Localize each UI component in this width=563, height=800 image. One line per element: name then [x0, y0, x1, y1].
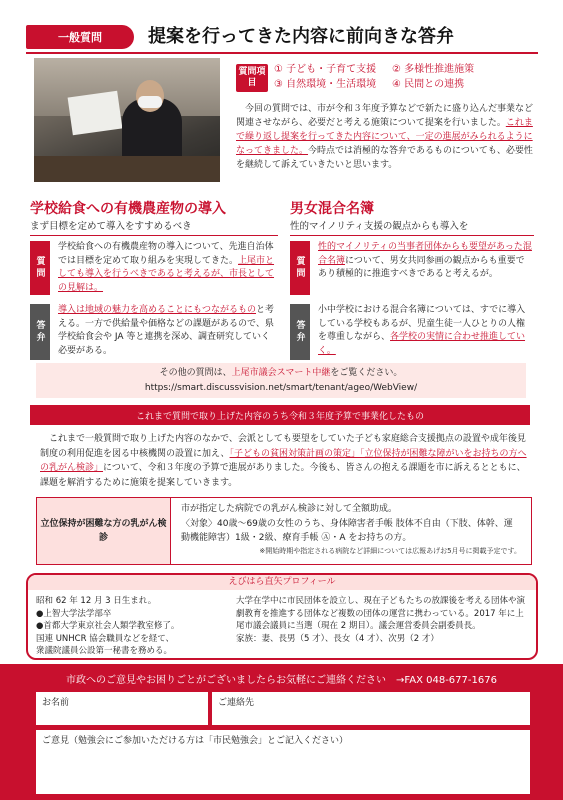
question-item: ② 多様性推進施策 — [392, 64, 475, 75]
section-mixed-roster — [290, 198, 534, 360]
budget-band: これまで質問で取り上げた内容のうち令和３年度予算で事業化したもの — [30, 405, 530, 425]
smart-stream-link-text[interactable]: 上尾市議会スマート中継 — [231, 368, 331, 378]
budget-highlight: 「子どもの貧困対策計画の策定」「立位保持が困難な障がいをお持ちの方への乳がん検診」 — [40, 448, 527, 473]
contact-field[interactable]: ご連絡先 — [212, 692, 530, 725]
table-body: 市が指定した病院での乳がん検診に対して全額助成。 〈対象〉40歳～69歳の女性のうち、身体障害者手帳 肢体不自由（下肢、体幹、運動機能障害）1級・2級、療育手帳 Ⓐ・A をお持ちの方。 ※開始時期や指定される病院など詳細については広報あげお5月号に掲載予定です。 — [181, 504, 521, 555]
smart-stream-url[interactable]: https://smart.discussvision.net/smart/tenant/ageo/WebView/ — [144, 383, 418, 393]
table-note: ※開始時期や指定される病院など詳細については広報あげお5月号に掲載予定です。 — [259, 546, 521, 555]
section-title: 男女混合名簿 — [290, 201, 374, 217]
question-block: 質問 性的マイノリティの当事者団体からも要望があった混合名簿について、男女共同参画の観点からも重要であり積極的に推進すべきであると考えるが。 — [290, 241, 534, 295]
name-field[interactable]: お名前 — [36, 692, 208, 725]
headline-rule — [26, 52, 538, 54]
answer-tag: 答弁 — [290, 304, 310, 360]
question-item: ④ 民間との連携 — [392, 79, 465, 90]
intro-paragraph: 今回の質問では、市が令和３年度予算などで新たに盛り込んだ事業など関連させながら、必要だと考える施策について提案を行いました。これまで繰り返し提案を行ってきた内容について、一定の進展がみられるようになってきました。今時点では消極的な答弁であるものについても、必要性を継続して訴えていきたいと思います。 — [236, 104, 534, 170]
question-items-badge: 質問項目 — [236, 64, 268, 92]
section-title: 学校給食への有機農産物の導入 — [30, 201, 226, 217]
question-tag: 質問 — [30, 241, 50, 295]
intro-highlight: これまで繰り返し提案を行ってきた内容について、一定の進展がみられるようになってきました。 — [236, 118, 533, 156]
section-subtitle: 性的マイノリティ支援の観点からも導入を — [290, 221, 469, 232]
question-items-list — [274, 62, 534, 92]
speaker-photo — [34, 58, 220, 182]
question-tag: 質問 — [290, 241, 310, 295]
question-item: ③ 自然環境・生活環境 — [274, 79, 377, 90]
answer-block: 答弁 導入は地域の魅力を高めることにもつながるものと考える。一方で供給量や価格などの課題があるので、県学校給食会や JA 等と連携を深め、調査研究していく必要がある。 — [30, 304, 278, 360]
page-headline: 提案を行ってきた内容に前向きな答弁 — [148, 26, 454, 47]
question-block: 質問 学校給食への有機農産物の導入について、先進自治体では目標を定めて取り組みを実現してきた。上尾市としても導入を行うべきであると考えるが、市長としての見解は。 — [30, 241, 278, 295]
question-item: ① 子ども・子育て支援 — [274, 64, 377, 75]
other-questions-box: その他の質問は、上尾市議会スマート中継をご覧ください。 https://smart.discussvision.net/smart/tenant/ageo/WebView/ — [36, 363, 526, 398]
section-subtitle: まず目標を定めて導入をすすめるべき — [30, 221, 192, 232]
profile-left: 昭和 62 年 12 月 3 日生まれ。 ●上智大学法学部卒 ●首都大学東京社会人類学教室修了。 国連 UNHCR 協会職員などを経て、 衆議院議員公設第一秘書を務める。 — [36, 596, 180, 657]
contact-message: 市政へのご意見やお困りごとがございましたらお気軽にご連絡ください →FAX 048-677-1676 — [66, 675, 497, 686]
budget-paragraph: これまで一般質問で取り上げた内容のなかで、会派としても要望をしていた子ども家庭総合支援拠点の設置や成年後見制度の利用促進を図る中核機関の設置に加え、「子どもの貧困対策計画の策定」「立位保持が困難な障がいをお持ちの方への乳がん検診」について、令和３年度の予算で進展がありました。今後も、皆さんの抱える課題を市に訴えるとともに、課題を解消するために施策を提案していきます。 — [40, 434, 527, 488]
category-badge: 一般質問 — [26, 25, 134, 49]
section-organic-lunch — [30, 198, 278, 360]
table-head: 立位保持が困難な方の乳がん検診 — [37, 498, 171, 564]
answer-tag: 答弁 — [30, 304, 50, 360]
contact-section — [0, 664, 563, 800]
opinion-field[interactable]: ご意見（勉強会にご参加いただける方は「市民勉強会」とご記入ください） — [36, 730, 530, 794]
profile-box — [26, 573, 538, 660]
answer-block: 答弁 小中学校における混合名簿については、すでに導入している学校もあるが、児童生徒一人ひとりの人権を尊重しながら、各学校の実情に合わせ推進していく。 — [290, 304, 534, 360]
profile-right: 大学在学中に市民団体を設立し、現在子どもたちの放課後を考える団体や演劇教育を推進する団体など複数の団体の運営に携わっている。2017 年に上尾市議会議員に当選（現在 2 期目）。議会運営委員会副委員長。 家族：妻、長男（5 才）、長女（4 才）、次男（2 才） — [236, 596, 526, 644]
profile-title: えびはら直矢プロフィール — [28, 575, 536, 590]
screening-table — [36, 497, 532, 565]
